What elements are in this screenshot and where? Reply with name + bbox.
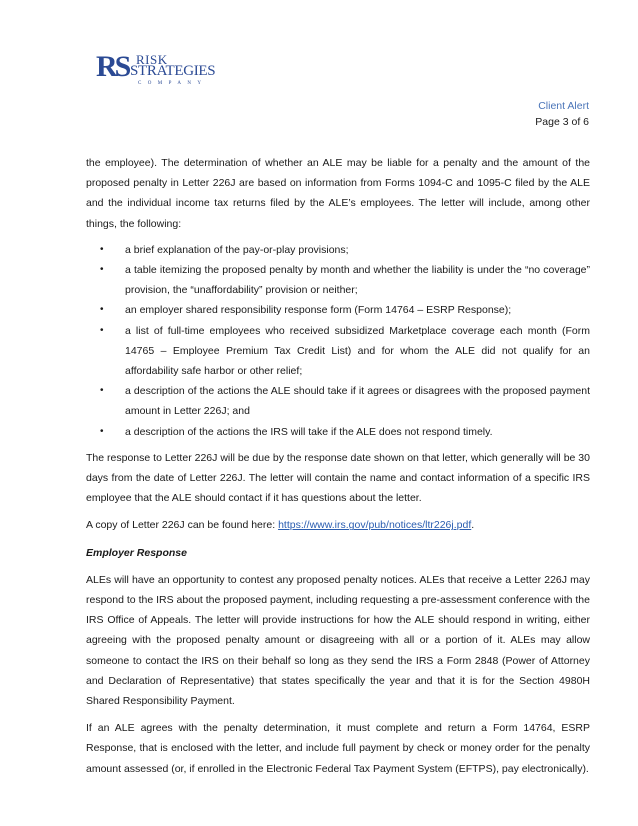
logo-word-company: COMPANY <box>138 81 208 86</box>
list-item: • a description of the actions the IRS will take if the ALE does not respond timely. <box>86 422 590 442</box>
paragraph-agree-penalty: If an ALE agrees with the penalty determination, it must complete and return a Form 14764, ESRP Response, that is enclosed with the letter, and include full payment by check or money order for the penalty amount assessed (or, if enrolled in the Electronic Federal Tax Payment System (EFTPS), pay electronically). <box>86 722 590 775</box>
logo-monogram: RS <box>96 50 129 83</box>
letter-contents-list <box>86 240 590 442</box>
document-body <box>86 153 590 779</box>
header-label: Client Alert <box>538 100 589 112</box>
paragraph-response-due: The response to Letter 226J will be due by the response date shown on that letter, which generally will be 30 days from the date of Letter 226J. The letter will contain the name and contact information of a specific IRS employee that the ALE should contact if it has questions about the letter. <box>86 451 590 505</box>
paragraph-intro: the employee). The determination of whether an ALE may be liable for a penalty and the amount of the proposed penalty in Letter 226J are based on information from Forms 1094-C and 1095-C filed by the ALE and the individual income tax returns filed by the ALE’s employees. The letter will include, among other things, the following: <box>86 157 590 230</box>
list-item: • an employer shared responsibility response form (Form 14764 – ESRP Response); <box>86 300 590 320</box>
bullet-icon: • <box>100 304 104 316</box>
letter-226j-link[interactable]: https://www.irs.gov/pub/notices/ltr226j.pdf <box>278 519 472 532</box>
list-item: • a brief explanation of the pay-or-play provisions; <box>86 240 590 260</box>
page-number: Page 3 of 6 <box>535 116 589 128</box>
list-item: • a description of the actions the ALE should take if it agrees or disagrees with the proposed payment amount in Letter 226J; and <box>86 381 590 421</box>
list-item: • a list of full-time employees who received subsidized Marketplace coverage each month (Form 14765 – Employee Premium Tax Credit List) and for whom the ALE did not qualify for an affordability safe harbor or other relief; <box>86 321 590 382</box>
bullet-icon: • <box>100 324 104 336</box>
list-item: • a table itemizing the proposed penalty by month and whether the liability is under the “no coverage” provision, the “unaffordability” provision or neither; <box>86 260 590 300</box>
logo-word-strategies: STRATEGIES <box>130 63 216 79</box>
bullet-icon: • <box>100 425 104 437</box>
logo-word-risk: RISK <box>136 52 168 67</box>
paragraph-contest-penalty: ALEs will have an opportunity to contest any proposed penalty notices. ALEs that receive a Letter 226J may respond to the IRS about the proposed payment, including requesting a pre-assessment conference with the IRS Office of Appeals. The letter will provide instructions for how the ALE should respond in writing, either agreeing with the proposed penalty amount or disagreeing with all or a portion of it. ALEs may allow someone to contact the IRS on their behalf so long as they send the IRS a Form 2848 (Power of Attorney and Declaration of Representative) that states specifically the year and that it is for the Section 4980H Shared Responsibility Payment. <box>86 573 590 708</box>
section-heading-employer-response: Employer Response <box>86 546 187 559</box>
page-header <box>535 98 589 130</box>
bullet-icon: • <box>100 385 104 397</box>
paragraph-letter-copy: A copy of Letter 226J can be found here: https://www.irs.gov/pub/notices/ltr226j.pdf. <box>86 519 475 532</box>
bullet-icon: • <box>100 243 104 255</box>
company-logo <box>96 52 216 88</box>
bullet-icon: • <box>100 264 104 276</box>
